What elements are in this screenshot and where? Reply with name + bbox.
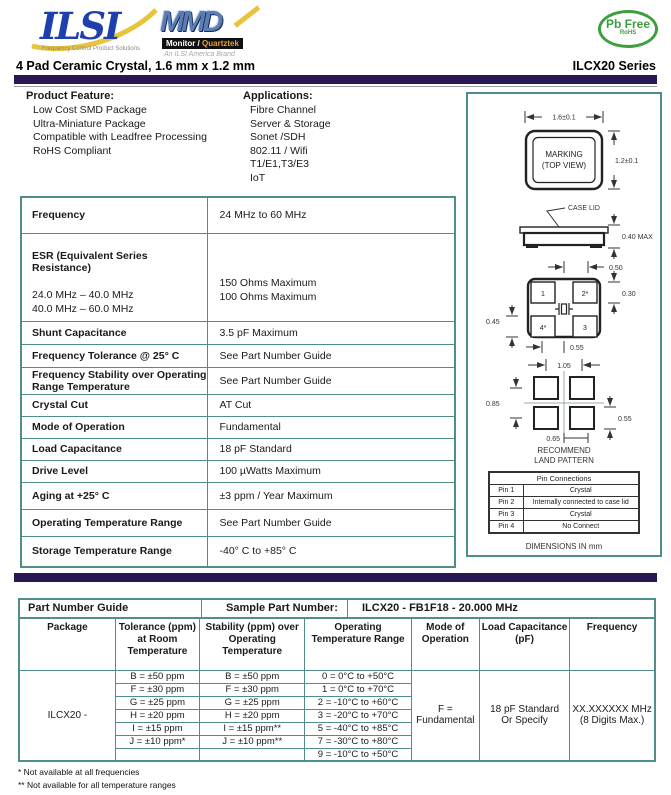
col-header-tolerance: Tolerance (ppm) at Room Temperature	[115, 618, 199, 670]
series-title: ILCX20 Series	[572, 59, 656, 73]
spec-value: See Part Number Guide	[207, 367, 455, 394]
spec-label: Operating Temperature Range	[21, 509, 207, 536]
spec-row-tolerance	[21, 344, 455, 367]
ilsi-logo-text: ILSI	[40, 4, 120, 48]
application-item: Fibre Channel	[250, 104, 316, 116]
png-data-row	[19, 670, 655, 683]
mmd-logo-text: MMD	[160, 6, 221, 38]
spec-row-esr	[21, 233, 455, 321]
feature-item: RoHS Compliant	[33, 144, 112, 157]
png-header-row	[19, 618, 655, 670]
pad-2-label: 2*	[581, 291, 589, 298]
png-sample-label: Sample Part Number:	[202, 600, 348, 617]
col-header-frequency: Frequency	[570, 618, 655, 670]
pad-1-label: 1	[541, 291, 545, 298]
frequency-cell	[570, 670, 655, 761]
land-left-label: 0.85	[486, 401, 500, 408]
spec-row-storage	[21, 536, 455, 567]
application-item: T1/E1,T3/E3	[250, 158, 309, 170]
top-view-label: (TOP VIEW)	[541, 161, 587, 170]
tolerance-cell: H = ±20 ppm	[115, 709, 199, 722]
spec-value: 100 µWatts Maximum	[207, 460, 455, 482]
mode-cell: F = Fundamental	[411, 670, 479, 761]
stability-cell	[200, 748, 305, 761]
section-divider-bar	[14, 573, 657, 582]
applications-heading: Applications:	[243, 90, 313, 102]
spec-row-frequency	[21, 197, 455, 233]
spec-value: See Part Number Guide	[207, 344, 455, 367]
stability-cell: G = ±25 ppm	[200, 696, 305, 709]
dim-left-label: 0.45	[486, 319, 500, 326]
pin-row	[489, 509, 639, 521]
spec-row-load	[21, 438, 455, 460]
mechanical-drawing-panel	[466, 92, 662, 557]
png-table	[18, 617, 656, 762]
dim-height-label: 1.2±0.1	[615, 158, 639, 165]
spec-label: Mode of Operation	[21, 416, 207, 438]
pin-row	[489, 521, 639, 534]
png-title-row	[18, 598, 656, 617]
mmd-brand-line: An ILSI America Brand	[164, 51, 235, 58]
esr-value-2: 100 Ohms Maximum	[219, 290, 317, 303]
land-pattern	[486, 359, 632, 443]
col-header-package: Package	[19, 618, 115, 670]
spec-label: Frequency Tolerance @ 25° C	[21, 344, 207, 367]
mmd-quartztek-label: Quartztek	[202, 39, 239, 48]
col-header-mode: Mode of Operation	[411, 618, 479, 670]
spec-row-aging	[21, 482, 455, 509]
dim-right-label: 0.30	[622, 291, 636, 298]
spec-label: Drive Level	[21, 460, 207, 482]
esr-range-1: 24.0 MHz – 40.0 MHz	[32, 288, 134, 301]
spec-label: Aging at +25° C	[21, 482, 207, 509]
product-features	[26, 90, 236, 158]
pin-table-header: Pin Connections	[489, 472, 639, 485]
esr-range-2: 40.0 MHz – 60.0 MHz	[32, 302, 134, 315]
case-lid-label: CASE LID	[568, 205, 600, 212]
mmd-monitor-label: Monitor /	[166, 39, 200, 48]
mmd-logo	[160, 6, 270, 58]
temp-range-cell: 2 = -10°C to +60°C	[305, 696, 411, 709]
caption-line-1: RECOMMEND	[537, 446, 591, 455]
pin-number: Pin 4	[489, 521, 523, 534]
applications	[243, 90, 443, 185]
esr-label: ESR (Equivalent Series Resistance)	[32, 249, 148, 274]
frequency-line-2: (8 Digits Max.)	[579, 715, 645, 727]
pin-connection: No Connect	[523, 521, 639, 534]
pin-connections-table	[488, 471, 640, 534]
header-divider-bar	[14, 75, 657, 84]
land-right-label: 0.55	[618, 416, 632, 423]
esr-value-1: 150 Ohms Maximum	[219, 276, 317, 289]
package-cell: ILCX20 -	[19, 670, 115, 761]
stability-cell: F = ±30 ppm	[200, 683, 305, 696]
spec-value: AT Cut	[207, 394, 455, 416]
spec-table	[20, 196, 456, 568]
pb-free-label: Pb Free	[605, 17, 650, 31]
package-drawing	[468, 97, 660, 445]
temp-range-cell: 9 = -10°C to +50°C	[305, 748, 411, 761]
feature-item: Low Cost SMD Package	[33, 104, 147, 116]
col-header-temp-range: Operating Temperature Range	[305, 618, 411, 670]
feature-item: Ultra-Miniature Package	[33, 117, 146, 130]
features-heading: Product Feature:	[26, 90, 115, 102]
pin-number: Pin 1	[489, 485, 523, 497]
stability-cell: I = ±15 ppm**	[200, 722, 305, 735]
pin-row	[489, 497, 639, 509]
spec-row-op-temp	[21, 509, 455, 536]
spec-value: See Part Number Guide	[207, 509, 455, 536]
spec-row-shunt	[21, 321, 455, 344]
stability-cell: J = ±10 ppm**	[200, 735, 305, 748]
spec-row-cut	[21, 394, 455, 416]
ilsi-logo	[30, 4, 160, 56]
footnote-1: * Not available at all frequencies	[18, 767, 140, 777]
spec-label: Shunt Capacitance	[21, 321, 207, 344]
temp-range-cell: 1 = 0°C to +70°C	[305, 683, 411, 696]
tolerance-cell: J = ±10 ppm*	[115, 735, 199, 748]
marking-label: MARKING	[545, 150, 583, 159]
temp-range-cell: 0 = 0°C to +50°C	[305, 670, 411, 683]
application-item: IoT	[250, 171, 266, 184]
side-view	[520, 205, 653, 259]
part-number-guide	[18, 598, 656, 792]
spec-label: Frequency	[21, 197, 207, 233]
pin-table-header-row	[489, 472, 639, 485]
load-line-1: 18 pF Standard	[490, 704, 560, 716]
load-line-2: Or Specify	[501, 715, 548, 727]
spec-label: Frequency Stability over Operating Range Temperature	[21, 367, 207, 394]
dim-width-label: 1.6±0.1	[552, 114, 576, 122]
tolerance-cell: B = ±50 ppm	[115, 670, 199, 683]
pin-number: Pin 2	[489, 497, 523, 509]
esr-spacer	[220, 250, 455, 276]
pin-number: Pin 3	[489, 509, 523, 521]
pin-connection: Internally connected to case lid	[523, 497, 639, 509]
temp-range-cell: 3 = -20°C to +70°C	[305, 709, 411, 722]
spec-label: Load Capacitance	[21, 438, 207, 460]
footnote-2: ** Not available for all temperature ranges	[18, 780, 176, 790]
dimensions-note: DIMENSIONS IN mm	[525, 542, 603, 551]
spec-value: 18 pF Standard	[207, 438, 455, 460]
pin-row	[489, 485, 639, 497]
spec-value: Fundamental	[207, 416, 455, 438]
page-title: 4 Pad Ceramic Crystal, 1.6 mm x 1.2 mm	[16, 59, 256, 73]
bottom-view	[486, 261, 636, 353]
header-divider-line	[14, 86, 657, 87]
land-top-label: 1.05	[557, 363, 571, 370]
spec-label: Storage Temperature Range	[21, 536, 207, 567]
spec-value	[207, 233, 455, 321]
stability-cell: B = ±50 ppm	[200, 670, 305, 683]
spec-value: ±3 ppm / Year Maximum	[207, 482, 455, 509]
frequency-line-1: XX.XXXXXX MHz	[572, 704, 652, 716]
pin-connection: Crystal	[523, 509, 639, 521]
spec-value: -40° C to +85° C	[207, 536, 455, 567]
land-pattern-caption	[468, 446, 660, 466]
pin-connection: Crystal	[523, 485, 639, 497]
dim-top-label: 0.50	[609, 265, 623, 272]
spec-row-drive	[21, 460, 455, 482]
ilsi-tagline: Frequency Control Product Solutions	[42, 46, 141, 52]
tolerance-cell: F = ±30 ppm	[115, 683, 199, 696]
spec-label: Crystal Cut	[21, 394, 207, 416]
png-title: Part Number Guide	[20, 600, 202, 617]
temp-range-cell: 5 = -40°C to +85°C	[305, 722, 411, 735]
stability-cell: H = ±20 ppm	[200, 709, 305, 722]
png-sample-value: ILCX20 - FB1F18 - 20.000 MHz	[362, 602, 518, 614]
mmd-monitor-quartztek	[162, 38, 243, 49]
tolerance-cell: I = ±15 ppm	[115, 722, 199, 735]
tolerance-cell	[115, 748, 199, 761]
mmd-slash-graphic	[234, 5, 261, 27]
application-item: 802.11 / Wifi	[250, 144, 308, 157]
col-header-load: Load Capacitance (pF)	[479, 618, 569, 670]
spec-label	[21, 233, 207, 321]
pad-4-label: 4*	[539, 325, 547, 332]
caption-line-2: LAND PATTERN	[534, 456, 594, 465]
dim-bottom-label: 0.55	[570, 345, 584, 352]
temp-range-cell: 7 = -30°C to +80°C	[305, 735, 411, 748]
land-bottom-label: 0.65	[546, 436, 560, 443]
pad-3-label: 3	[583, 325, 587, 332]
application-item: Server & Storage	[250, 117, 331, 130]
dim-lid-label: 0.40 MAX	[622, 234, 653, 241]
tolerance-cell: G = ±25 ppm	[115, 696, 199, 709]
top-view	[526, 131, 602, 189]
pb-free-badge	[598, 10, 658, 48]
feature-item: Compatible with Leadfree Processing	[33, 131, 207, 143]
application-item: Sonet /SDH	[250, 131, 306, 143]
load-cell	[479, 670, 569, 761]
spec-row-stability	[21, 367, 455, 394]
spec-value: 3.5 pF Maximum	[207, 321, 455, 344]
col-header-stability: Stability (ppm) over Operating Temperature	[200, 618, 305, 670]
spec-row-mode	[21, 416, 455, 438]
rohs-label: RoHS	[619, 30, 637, 36]
spec-value: 24 MHz to 60 MHz	[207, 197, 455, 233]
